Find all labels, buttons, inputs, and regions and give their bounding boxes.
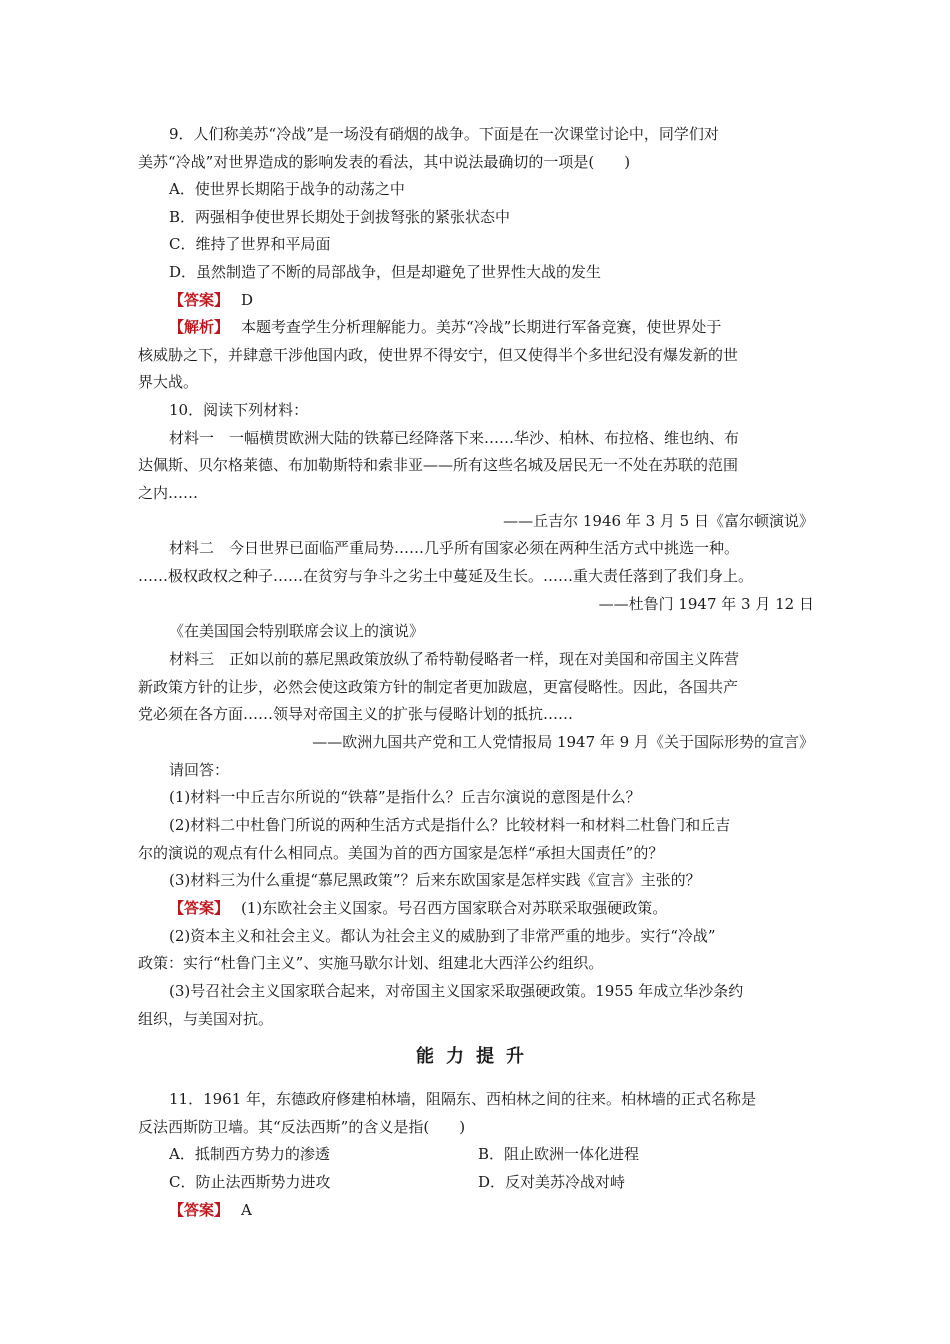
q10-material-2-source-title: 《在美国国会特别联席会议上的演说》	[169, 622, 425, 640]
q10-answer-2-cont: 政策：实行“杜鲁门主义”、实施马歇尔计划、组建北大西洋公约组织。	[138, 954, 604, 972]
q11-option-c: C．防止法西斯势力进攻	[169, 1173, 331, 1191]
q9-option-c: C．维持了世界和平局面	[169, 235, 331, 253]
q11-answer-value: A	[241, 1201, 252, 1219]
q11-option-a: A．抵制西方势力的渗透	[169, 1145, 330, 1163]
q11-answer	[138, 1200, 845, 1220]
q10-subquestion-1: (1)材料一中丘吉尔所说的“铁幕”是指什么？丘吉尔演说的意图是什么？	[169, 788, 641, 806]
q10-subquestion-2: (2)材料二中杜鲁门所说的两种生活方式是指什么？比较材料一和材料二杜鲁门和丘吉	[169, 816, 731, 834]
q9-answer-value: D	[241, 291, 254, 309]
q11-option-d: D．反对美苏冷战对峙	[478, 1173, 626, 1191]
q10-material-1-end: 之内……	[138, 484, 199, 502]
answer-tag: 【答案】	[169, 1201, 230, 1219]
q10-prompt: 请回答：	[169, 761, 230, 779]
q11-stem-cont: 反法西斯防卫墙。其“反法西斯”的含义是指( )	[138, 1118, 466, 1136]
q10-material-3: 材料三 正如以前的慕尼黑政策放纵了希特勒侵略者一样，现在对美国和帝国主义阵营	[169, 650, 740, 668]
q10-material-2-cont: ……极权政权之种子……在贫穷与争斗之劣土中蔓延及生长。……重大责任落到了我们身上。	[138, 567, 754, 585]
q9-stem: 9．人们称美苏“冷战”是一场没有硝烟的战争。下面是在一次课堂讨论中，同学们对	[169, 125, 719, 143]
q10-answer	[138, 898, 845, 918]
q9-stem-cont: 美苏“冷战”对世界造成的影响发表的看法，其中说法最确切的一项是( )	[138, 153, 631, 171]
q11-option-b: B．阻止欧洲一体化进程	[478, 1145, 640, 1163]
q10-material-2-source: ——杜鲁门 1947 年 3 月 12 日	[598, 595, 814, 613]
q9-analysis-text: 本题考查学生分析理解能力。美苏“冷战”长期进行军备竞赛，使世界处于	[241, 318, 722, 336]
section-title: 能力提升	[416, 1046, 536, 1067]
q10-stem: 10．阅读下列材料：	[169, 401, 309, 419]
q10-answer-1: (1)东欧社会主义国家。号召西方国家联合对苏联采取强硬政策。	[241, 899, 668, 917]
q10-answer-3-cont: 组织，与美国对抗。	[138, 1010, 274, 1028]
q9-analysis-end: 界大战。	[138, 373, 199, 391]
q11-options-row-2	[138, 1172, 845, 1192]
q9-option-d: D．虽然制造了不断的局部战争，但是却避免了世界性大战的发生	[169, 263, 602, 281]
q10-material-3-end: 党必须在各方面……领导对帝国主义的扩张与侵略计划的抵抗……	[138, 705, 574, 723]
q10-material-1-source: ——丘吉尔 1946 年 3 月 5 日《富尔顿演说》	[503, 512, 814, 530]
q9-option-b: B．两强相争使世界长期处于剑拔弩张的紧张状态中	[169, 208, 511, 226]
q10-answer-3: (3)号召社会主义国家联合起来，对帝国主义国家采取强硬政策。1955 年成立华沙条约	[169, 982, 744, 1000]
q9-answer	[138, 290, 845, 310]
q10-subquestion-3: (3)材料三为什么重提“慕尼黑政策”？后来东欧国家是怎样实践《宣言》主张的？	[169, 871, 701, 889]
q10-answer-2: (2)资本主义和社会主义。都认为社会主义的威胁到了非常严重的地步。实行“冷战”	[169, 927, 716, 945]
q10-material-1: 材料一 一幅横贯欧洲大陆的铁幕已经降落下来……华沙、柏林、布拉格、维也纳、布	[169, 429, 740, 447]
q11-stem: 11．1961 年，东德政府修建柏林墙，阻隔东、西柏林之间的往来。柏林墙的正式名称是	[169, 1090, 757, 1108]
q10-subquestion-2-cont: 尔的演说的观点有什么相同点。美国为首的西方国家是怎样“承担大国责任”的？	[138, 844, 664, 862]
q10-material-2: 材料二 今日世界已面临严重局势……几乎所有国家必须在两种生活方式中挑选一种。	[169, 539, 740, 557]
answer-tag: 【答案】	[169, 291, 230, 309]
answer-tag: 【答案】	[169, 899, 230, 917]
q11-options-row-1	[138, 1144, 845, 1164]
analysis-tag: 【解析】	[169, 318, 230, 336]
q10-material-3-cont: 新政策方针的让步，必然会使这政策方针的制定者更加跋扈，更富侵略性。因此，各国共产	[138, 678, 739, 696]
q9-analysis-cont: 核威胁之下，并肆意干涉他国内政，使世界不得安宁，但又使得半个多世纪没有爆发新的世	[138, 346, 739, 364]
q9-option-a: A．使世界长期陷于战争的动荡之中	[169, 180, 405, 198]
q10-material-1-cont: 达佩斯、贝尔格莱德、布加勒斯特和索非亚——所有这些名城及居民无一不处在苏联的范围	[138, 456, 739, 474]
q10-material-3-source: ——欧洲九国共产党和工人党情报局 1947 年 9 月《关于国际形势的宣言》	[312, 733, 814, 751]
q9-analysis	[138, 317, 845, 337]
